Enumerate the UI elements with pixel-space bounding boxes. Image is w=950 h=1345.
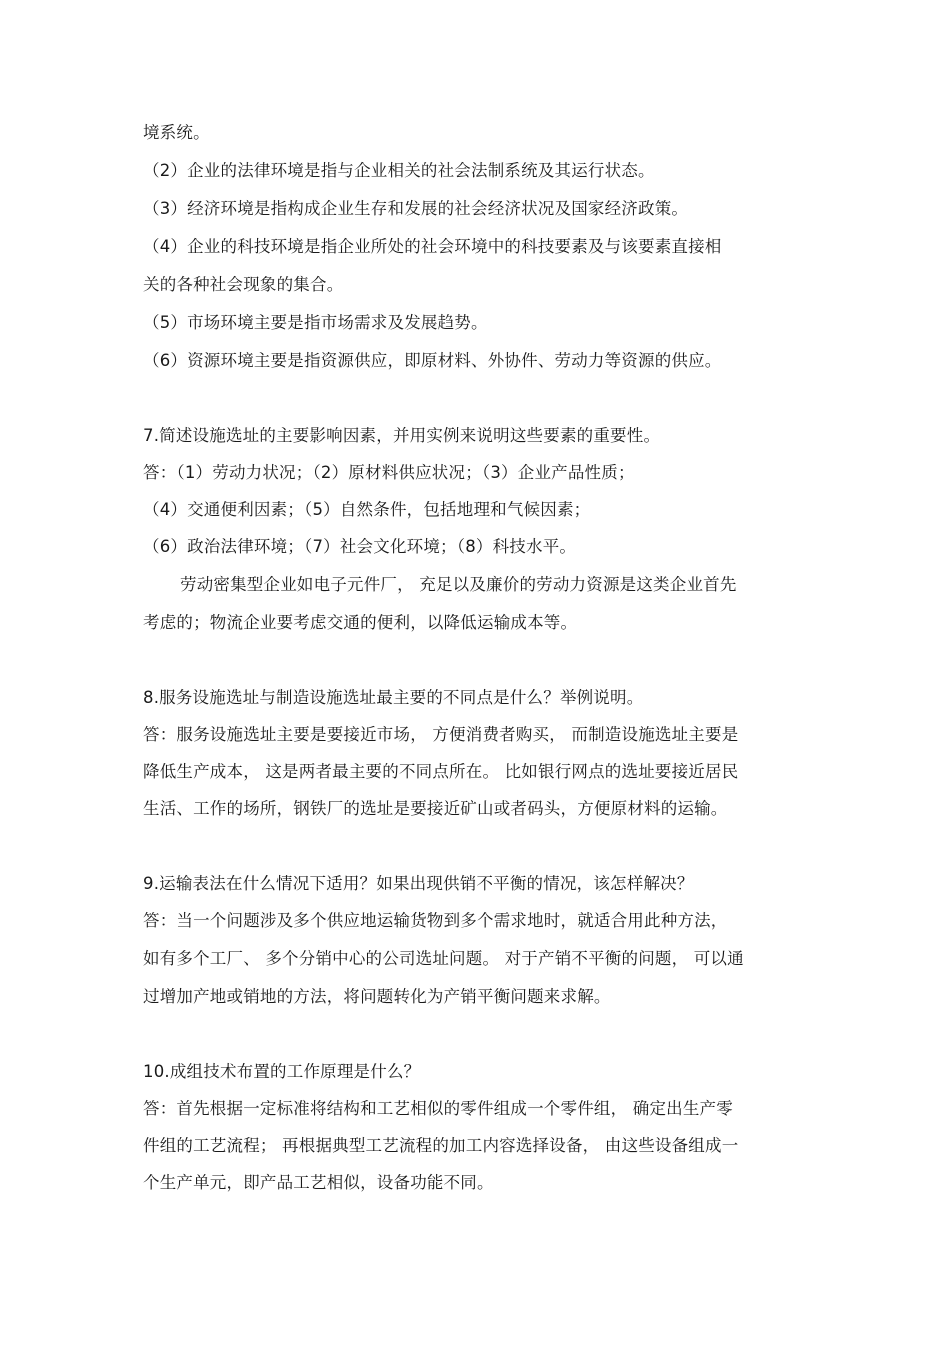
- answer-line: 答：（1）劳动力状况；（2）原材料供应状况；（3）企业产品性质；: [143, 463, 635, 482]
- text-line: 境系统。: [143, 123, 210, 142]
- answer-line: （6）政治法律环境；（7）社会文化环境；（8）科技水平。: [143, 537, 577, 556]
- answer-line: 答：当一个问题涉及多个供应地运输货物到多个需求地时，就适合用此种方法，: [143, 911, 728, 930]
- question-heading: 9.运输表法在什么情况下适用？如果出现供销不平衡的情况，该怎样解决？: [143, 874, 694, 893]
- answer-line: 降低生产成本， 这是两者最主要的不同点所在。 比如银行网点的选址要接近居民: [143, 762, 739, 781]
- answer-line: 答：首先根据一定标准将结构和工艺相似的零件组成一个零件组， 确定出生产零: [143, 1099, 733, 1118]
- text-line: （4）企业的科技环境是指企业所处的社会环境中的科技要素及与该要素直接相: [143, 237, 722, 256]
- answer-line: 个生产单元，即产品工艺相似，设备功能不同。: [143, 1173, 494, 1192]
- text-line: （2）企业的法律环境是指与企业相关的社会法制系统及其运行状态。: [143, 161, 655, 180]
- question-heading: 10.成组技术布置的工作原理是什么？: [143, 1062, 421, 1081]
- answer-line: 考虑的；物流企业要考虑交通的便利，以降低运输成本等。: [143, 613, 578, 632]
- answer-line: 过增加产地或销地的方法，将问题转化为产销平衡问题来求解。: [143, 987, 611, 1006]
- answer-line: 劳动密集型企业如电子元件厂， 充足以及廉价的劳动力资源是这类企业首先: [180, 575, 737, 594]
- answer-line: 如有多个工厂、 多个分销中心的公司选址问题。 对于产销不平衡的问题， 可以通: [143, 949, 744, 968]
- answer-line: 件组的工艺流程； 再根据典型工艺流程的加工内容选择设备， 由这些设备组成一: [143, 1136, 739, 1155]
- question-heading: 8.服务设施选址与制造设施选址最主要的不同点是什么？举例说明。: [143, 688, 644, 707]
- answer-line: （4）交通便利因素；（5）自然条件，包括地理和气候因素；: [143, 500, 591, 519]
- answer-line: 生活、工作的场所，钢铁厂的选址是要接近矿山或者码头，方便原材料的运输。: [143, 799, 728, 818]
- text-line: 关的各种社会现象的集合。: [143, 275, 344, 294]
- text-line: （5）市场环境主要是指市场需求及发展趋势。: [143, 313, 488, 332]
- question-heading: 7.简述设施选址的主要影响因素，并用实例来说明这些要素的重要性。: [143, 426, 661, 445]
- text-line: （3）经济环境是指构成企业生存和发展的社会经济状况及国家经济政策。: [143, 199, 689, 218]
- answer-line: 答：服务设施选址主要是要接近市场， 方便消费者购买， 而制造设施选址主要是: [143, 725, 739, 744]
- text-line: （6）资源环境主要是指资源供应，即原材料、外协件、劳动力等资源的供应。: [143, 351, 722, 370]
